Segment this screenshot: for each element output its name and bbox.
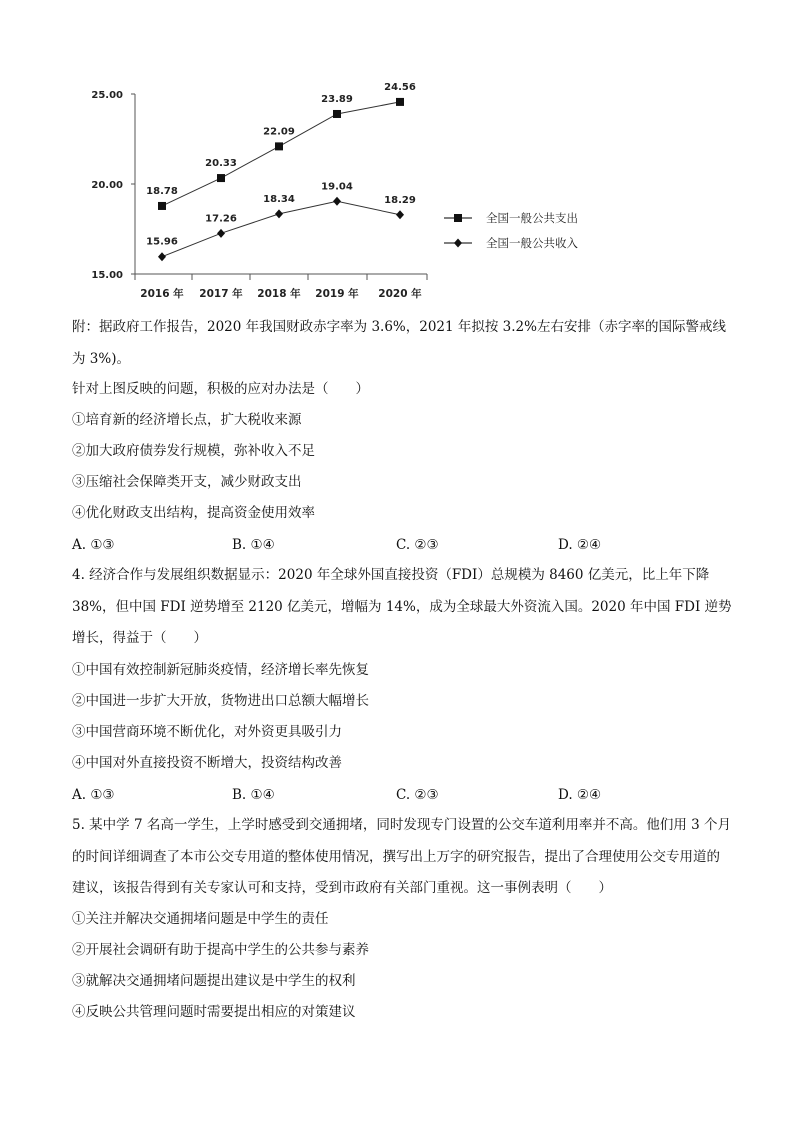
series-point-diamond xyxy=(333,197,341,206)
line-chart xyxy=(80,74,620,310)
q3-option-d[interactable]: D. ②④ xyxy=(558,537,602,553)
x-tick-label: 2020 年 xyxy=(378,288,422,300)
q3-item-2: ②加大政府债券发行规模，弥补收入不足 xyxy=(72,443,315,459)
legend-marker-diamond xyxy=(454,239,462,248)
series-point-diamond xyxy=(158,252,166,261)
data-label: 18.34 xyxy=(263,193,295,205)
series-point-diamond xyxy=(275,209,283,218)
series-point-diamond xyxy=(396,210,404,219)
legend-label: 全国一般公共收入 xyxy=(486,236,578,250)
data-label: 22.09 xyxy=(263,126,295,138)
x-tick-label: 2019 年 xyxy=(315,288,359,300)
series-line-1 xyxy=(162,102,400,206)
x-tick-label: 2018 年 xyxy=(257,288,301,300)
legend-label: 全国一般公共支出 xyxy=(486,211,578,225)
q5-stem: 5. 某中学 7 名高一学生，上学时感受到交通拥堵，同时发现专门设置的公交车道利用率并不高。他们用 3 个月的时间详细调查了本市公交专用道的整体使用情况，撰写出上万字的研究报告，提出了合理使用公交专用道的建议，该报告得到有关专家认可和支持，受到市政府有关部门重视。这一事例表明（ ） xyxy=(72,817,732,896)
q3-options xyxy=(72,537,672,557)
chart-note: 附：据政府工作报告，2020 年我国财政赤字率为 3.6%，2021 年拟按 3.2%左右安排（赤字率的国际警戒线为 3%)。 xyxy=(72,319,726,367)
chart-axes xyxy=(91,90,427,300)
series-point-square xyxy=(217,174,225,182)
q5-item-3: ③就解决交通拥堵问题提出建议是中学生的权利 xyxy=(72,973,356,989)
data-label: 20.33 xyxy=(205,158,237,170)
y-tick-label: 20.00 xyxy=(91,180,123,191)
series-point-square xyxy=(333,110,341,118)
q3-option-a[interactable]: A. ①③ xyxy=(72,537,115,553)
q4-stem: 4. 经济合作与发展组织数据显示：2020 年全球外国直接投资（FDI）总规模为 8460 亿美元，比上年下降 38%，但中国 FDI 逆势增至 2120 亿美元，增幅为 14%，成为全球最大外资流入国。2020 年中国 FDI 逆势增长，得益于（ ） xyxy=(72,567,732,646)
y-tick-label: 25.00 xyxy=(91,90,123,101)
chart-legend xyxy=(444,211,578,250)
q4-option-d[interactable]: D. ②④ xyxy=(558,787,602,803)
data-label: 23.89 xyxy=(321,93,353,105)
q5-item-4: ④反映公共管理问题时需要提出相应的对策建议 xyxy=(72,1004,356,1020)
q3-stem: 针对上图反映的问题，积极的应对办法是（ ） xyxy=(72,381,369,397)
q5-item-1: ①关注并解决交通拥堵问题是中学生的责任 xyxy=(72,911,329,927)
series-point-diamond xyxy=(217,229,225,238)
q5-item-2: ②开展社会调研有助于提高中学生的公共参与素养 xyxy=(72,942,369,958)
series-point-square xyxy=(158,202,166,210)
series-line-2 xyxy=(162,201,400,256)
q4-option-c[interactable]: C. ②③ xyxy=(396,787,439,803)
q4-item-4: ④中国对外直接投资不断增大，投资结构改善 xyxy=(72,755,342,771)
q4-item-1: ①中国有效控制新冠肺炎疫情，经济增长率先恢复 xyxy=(72,662,369,678)
series-point-square xyxy=(396,98,404,106)
q4-options xyxy=(72,787,672,807)
q4-option-b[interactable]: B. ①④ xyxy=(232,787,275,803)
series-point-square xyxy=(275,142,283,150)
q3-option-b[interactable]: B. ①④ xyxy=(232,537,275,553)
data-label: 18.29 xyxy=(384,194,416,206)
data-label: 17.26 xyxy=(205,213,237,225)
data-label: 24.56 xyxy=(384,81,416,93)
q4-item-3: ③中国营商环境不断优化，对外资更具吸引力 xyxy=(72,724,342,740)
data-label: 15.96 xyxy=(146,236,178,248)
q4-item-2: ②中国进一步扩大开放，货物进出口总额大幅增长 xyxy=(72,693,369,709)
data-label: 18.78 xyxy=(146,185,178,197)
q3-option-c[interactable]: C. ②③ xyxy=(396,537,439,553)
y-tick-label: 15.00 xyxy=(91,270,123,281)
data-label: 19.04 xyxy=(321,181,353,193)
x-tick-label: 2017 年 xyxy=(199,288,243,300)
x-tick-label: 2016 年 xyxy=(140,288,184,300)
q3-item-4: ④优化财政支出结构，提高资金使用效率 xyxy=(72,505,315,521)
q4-option-a[interactable]: A. ①③ xyxy=(72,787,115,803)
q3-item-1: ①培育新的经济增长点，扩大税收来源 xyxy=(72,412,302,428)
chart-series xyxy=(158,98,404,261)
q3-item-3: ③压缩社会保障类开支，减少财政支出 xyxy=(72,474,302,490)
legend-marker-square xyxy=(454,214,462,222)
